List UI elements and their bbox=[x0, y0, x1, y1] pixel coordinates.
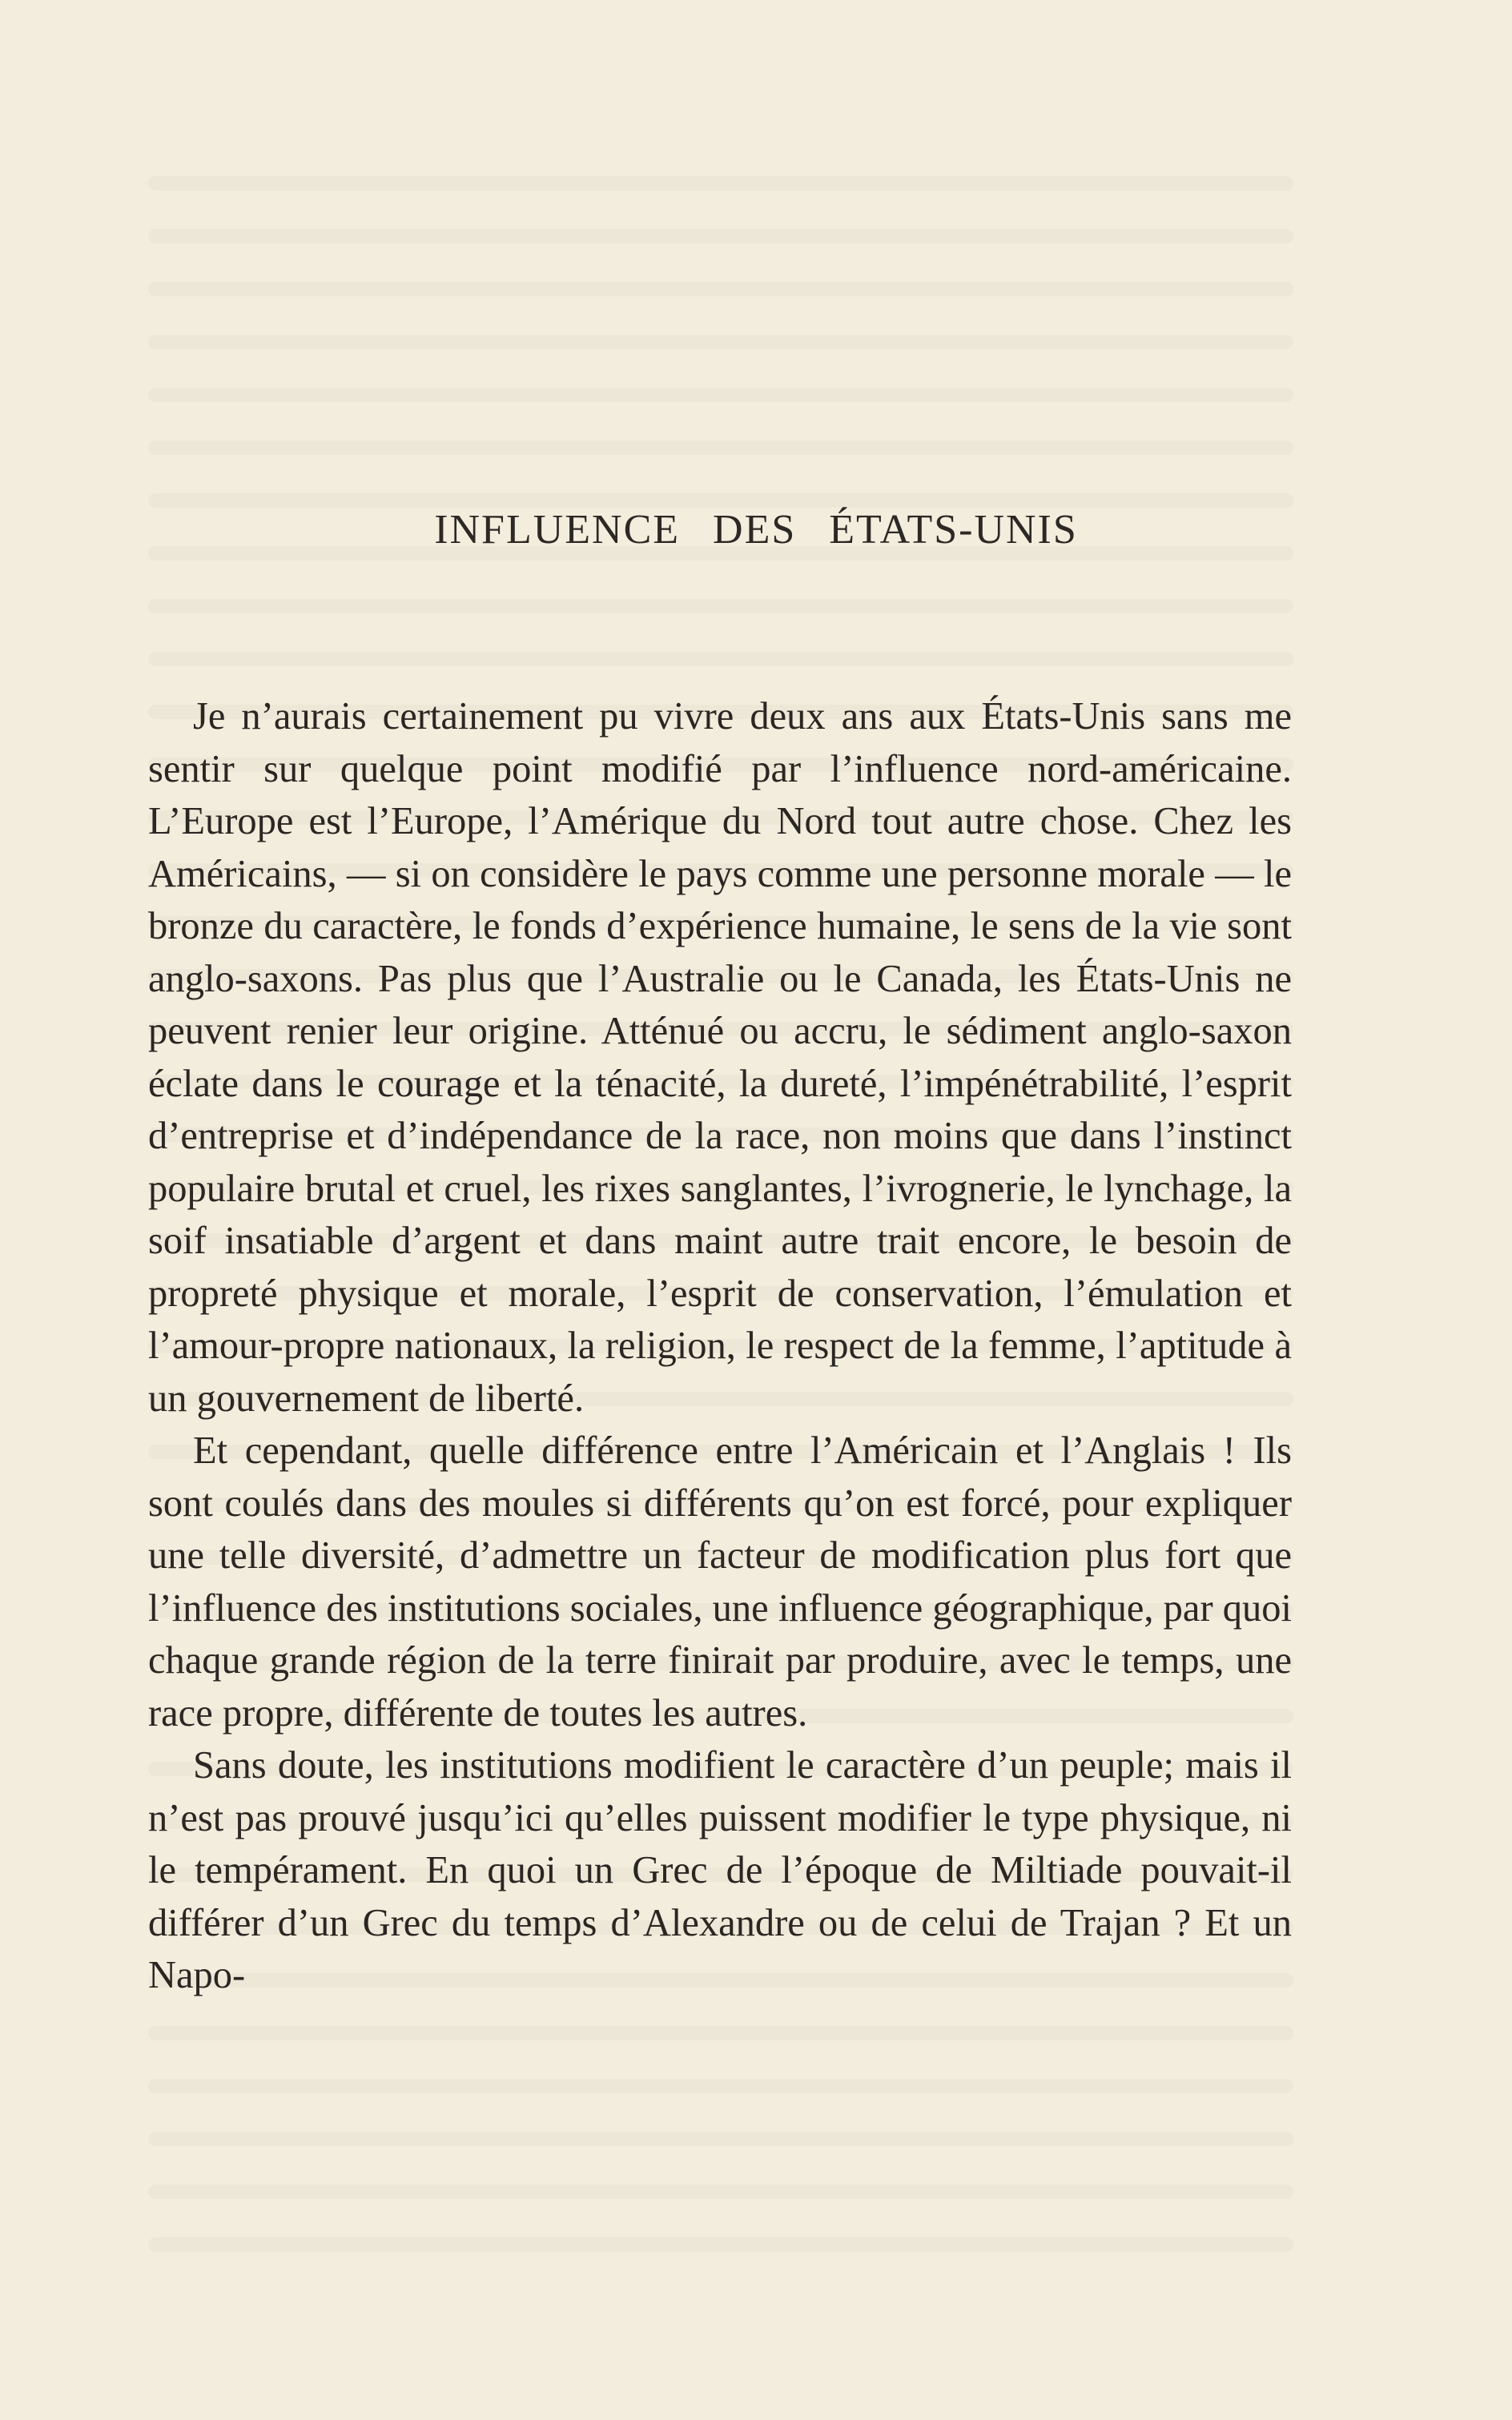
paragraph-1: Je n’aurais certainement pu vivre deux ans aux États-Unis sans me sentir sur quelque point modifié par l’influence nord-américaine. L’Europe est l’Europe, l’Amérique du Nord tout autre chose. Chez les Américains, — si on considère le pays comme une personne morale — le bronze du caractère, le fonds d’expérience humaine, le sens de la vie sont anglo-saxons. Pas plus que l’Australie ou le Canada, les États-Unis ne peuvent renier leur origine. Atténué ou accru, le sédiment anglo-saxon éclate dans le courage et la ténacité, la dureté, l’impénétrabilité, l’esprit d’entreprise et d’indépendance de la race, non moins que dans l’instinct populaire brutal et cruel, les rixes sanglantes, l’ivrognerie, le lynchage, la soif insatiable d’argent et dans maint autre trait encore, le besoin de propreté physique et morale, l’esprit de conservation, l’émulation et l’amour-propre nationaux, la religion, le respect de la femme, l’aptitude à un gouvernement de liberté. bbox=[148, 695, 1292, 1420]
chapter-title: INFLUENCE DES ÉTATS-UNIS bbox=[434, 507, 1078, 553]
body-text bbox=[148, 690, 1292, 2002]
paragraph-2: Et cependant, quelle différence entre l’Américain et l’Anglais ! Ils sont coulés dans des moules si différents qu’on est forcé, pour expliquer une telle diversité, d’admettre un facteur de modification plus fort que l’influence des institutions sociales, une influence géographique, par quoi chaque grande région de la terre finirait par produire, avec le temps, une race propre, différente de toutes les autres. bbox=[148, 1429, 1292, 1735]
paragraph-3: Sans doute, les institutions modifient le caractère d’un peuple; mais il n’est pas prouvé jusqu’ici qu’elles puissent modifier le type physique, ni le tempérament. En quoi un Grec de l’époque de Miltiade pouvait-il différer d’un Grec du temps d’Alexandre ou de celui de Trajan ? Et un Napo- bbox=[148, 1744, 1292, 1996]
